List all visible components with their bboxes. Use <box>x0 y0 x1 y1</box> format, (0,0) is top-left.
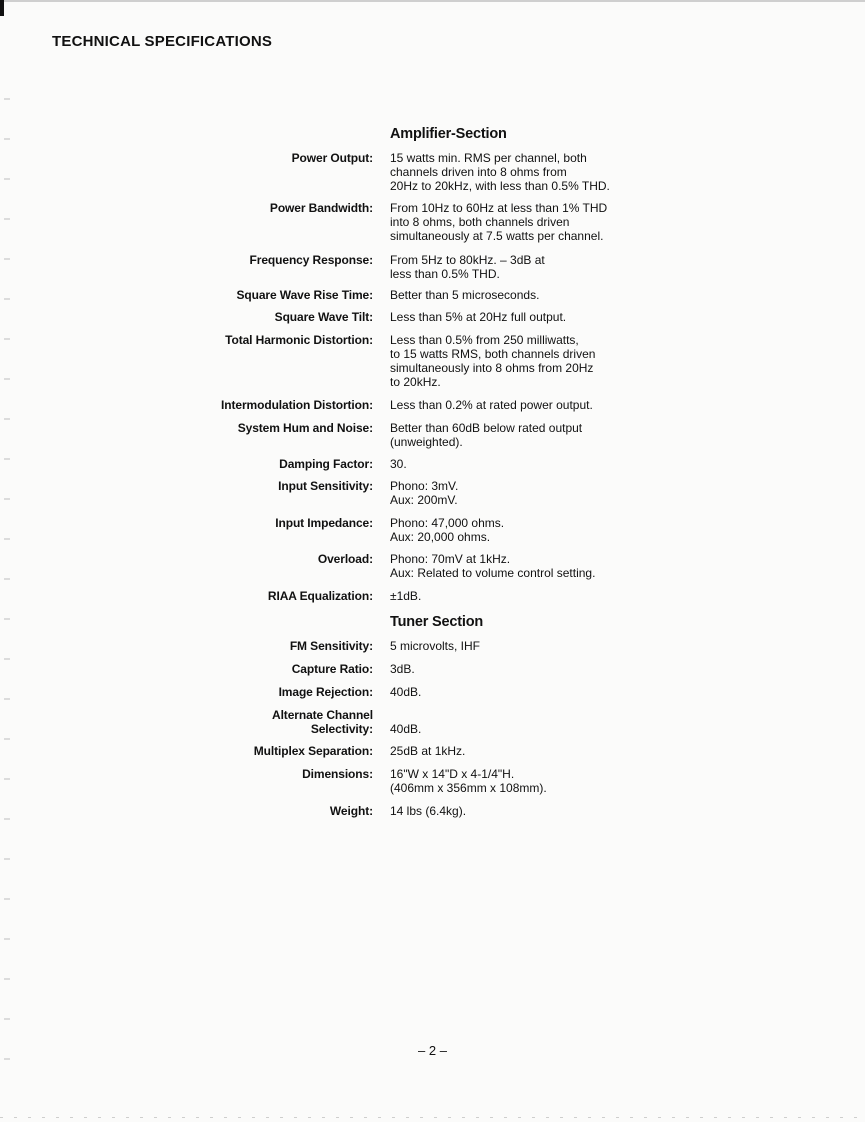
spec-label-total-harmonic-distortion: Total Harmonic Distortion: <box>225 333 373 347</box>
spec-value-overload: Phono: 70mV at 1kHz. Aux: Related to volume control setting. <box>390 552 596 580</box>
spec-value-alternate-channel-selectivity: 40dB. <box>390 722 422 736</box>
spec-label-damping-factor: Damping Factor: <box>279 457 373 471</box>
spec-value-multiplex-separation: 25dB at 1kHz. <box>390 744 466 758</box>
spec-value-input-impedance: Phono: 47,000 ohms. Aux: 20,000 ohms. <box>390 516 505 544</box>
spec-label-multiplex-separation: Multiplex Separation: <box>253 744 373 758</box>
amplifier-section-heading: Amplifier-Section <box>390 126 507 142</box>
spec-label-weight: Weight: <box>329 804 373 818</box>
spec-label-capture-ratio: Capture Ratio: <box>291 662 373 676</box>
spec-value-square-wave-tilt: Less than 5% at 20Hz full output. <box>390 310 567 324</box>
spec-label-power-bandwidth: Power Bandwidth: <box>269 201 373 215</box>
spec-value-intermodulation-distortion: Less than 0.2% at rated power output. <box>390 398 593 412</box>
spec-label-square-wave-tilt: Square Wave Tilt: <box>274 310 373 324</box>
spec-label-overload: Overload: <box>317 552 373 566</box>
spec-label-frequency-response: Frequency Response: <box>249 253 373 267</box>
tuner-section-heading: Tuner Section <box>390 614 484 630</box>
scan-registration-mark <box>0 0 4 16</box>
page-number: – 2 – <box>418 1043 447 1058</box>
spec-value-system-hum-and-noise: Better than 60dB below rated output (unweighted). <box>390 421 583 449</box>
spec-label-riaa-equalization: RIAA Equalization: <box>267 589 373 603</box>
spec-value-riaa-equalization: ±1dB. <box>390 589 422 603</box>
spec-label-input-sensitivity: Input Sensitivity: <box>278 479 373 493</box>
scan-top-edge <box>0 0 865 2</box>
spec-label-dimensions: Dimensions: <box>302 767 373 781</box>
scan-bottom-edge <box>0 1117 865 1118</box>
page-title: TECHNICAL SPECIFICATIONS <box>52 33 273 50</box>
spec-label-power-output: Power Output: <box>291 151 373 165</box>
spec-label-system-hum-and-noise: System Hum and Noise: <box>237 421 373 435</box>
spec-value-weight: 14 lbs (6.4kg). <box>390 804 467 818</box>
spec-value-damping-factor: 30. <box>390 457 407 471</box>
spec-value-power-bandwidth: From 10Hz to 60Hz at less than 1% THD into 8 ohms, both channels driven simultaneously at 7.5 watts per channel. <box>390 201 608 243</box>
spec-value-frequency-response: From 5Hz to 80kHz. – 3dB at less than 0.5% THD. <box>390 253 545 281</box>
spec-value-total-harmonic-distortion: Less than 0.5% from 250 milliwatts, to 15 watts RMS, both channels driven simultaneously into 8 ohms from 20Hz to 20kHz. <box>390 333 596 389</box>
spec-value-square-wave-rise-time: Better than 5 microseconds. <box>390 288 540 302</box>
spec-value-power-output: 15 watts min. RMS per channel, both channels driven into 8 ohms from 20Hz to 20kHz, with less than 0.5% THD. <box>390 151 610 193</box>
spec-label-input-impedance: Input Impedance: <box>275 516 373 530</box>
spec-value-input-sensitivity: Phono: 3mV. Aux: 200mV. <box>390 479 459 507</box>
spec-label-fm-sensitivity: FM Sensitivity: <box>289 639 373 653</box>
spec-label-square-wave-rise-time: Square Wave Rise Time: <box>236 288 373 302</box>
spec-label-image-rejection: Image Rejection: <box>278 685 373 699</box>
spec-value-image-rejection: 40dB. <box>390 685 422 699</box>
spec-label-intermodulation-distortion: Intermodulation Distortion: <box>221 398 373 412</box>
spec-value-fm-sensitivity: 5 microvolts, IHF <box>390 639 481 653</box>
scan-left-edge <box>4 80 10 1060</box>
spec-value-dimensions: 16"W x 14"D x 4-1/4"H. (406mm x 356mm x 108mm). <box>390 767 547 795</box>
spec-label-alternate-channel-selectivity: Alternate Channel Selectivity: <box>272 708 373 736</box>
spec-value-capture-ratio: 3dB. <box>390 662 415 676</box>
